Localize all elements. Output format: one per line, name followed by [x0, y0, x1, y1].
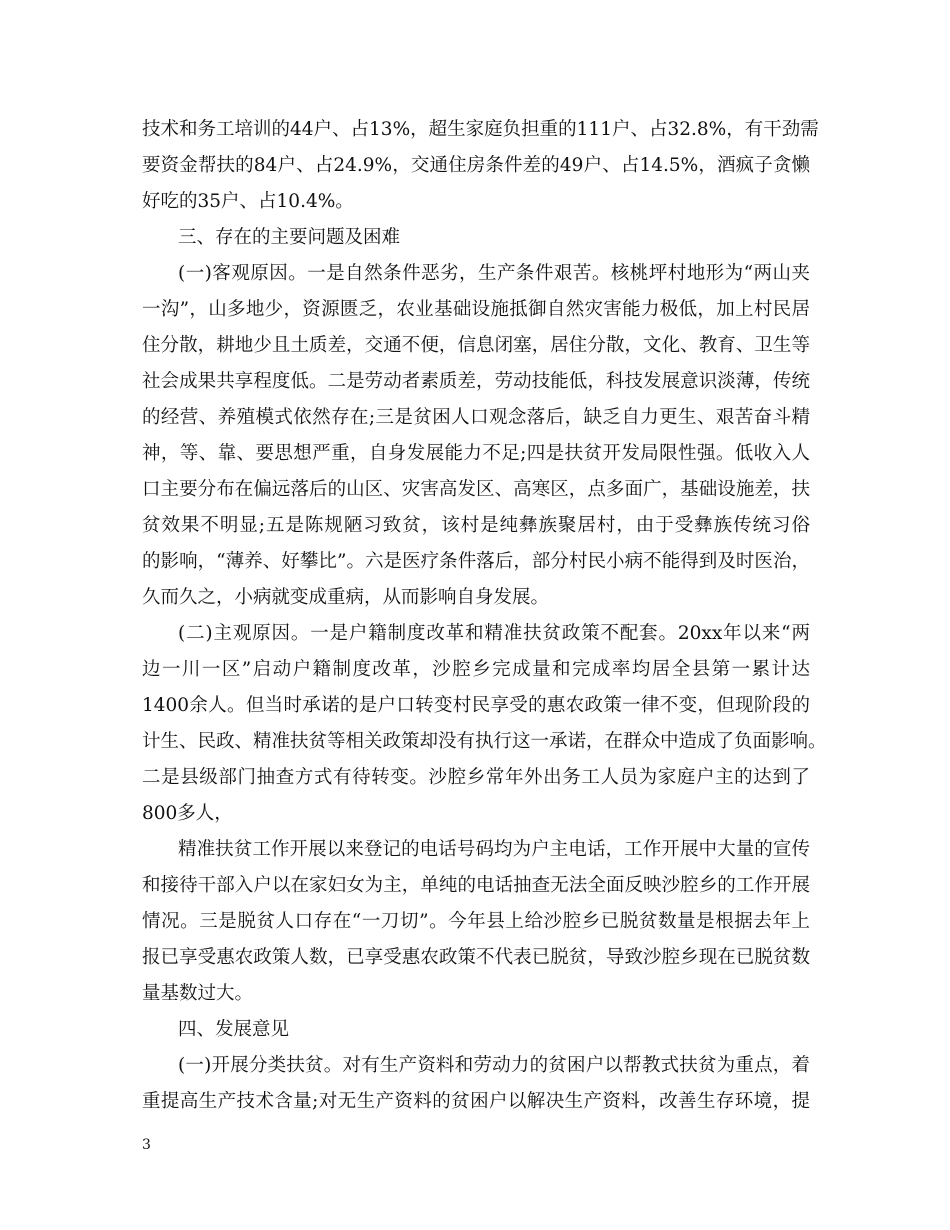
body-text-line: 的影响，“薄养、好攀比”。六是医疗条件落后，部分村民小病不能得到及时医治， [142, 551, 810, 572]
body-text-line: 住分散，耕地少且土质差，交通不便，信息闭塞，居住分散，文化、教育、卫生等 [142, 335, 810, 356]
body-text-line: 800多人， [142, 803, 233, 824]
body-text-line: 和接待干部入户以在家妇女为主，单纯的电话抽查无法全面反映沙腔乡的工作开展 [142, 875, 810, 896]
body-text-line: 重提高生产技术含量;对无生产资料的贫困户以解决生产资料，改善生存环境，提 [142, 1091, 810, 1112]
body-text-line: 社会成果共享程度低。二是劳动者素质差，劳动技能低，科技发展意识淡薄，传统 [142, 371, 810, 392]
body-text-line: 久而久之，小病就变成重病，从而影响自身发展。 [142, 587, 550, 608]
page-number: 3 [142, 1137, 151, 1153]
body-text-line: (二)主观原因。一是户籍制度改革和精准扶贫政策不配套。20xx年以来“两 [178, 623, 810, 644]
body-text-line: 神，等、靠、要思想严重，自身发展能力不足;四是扶贫开发局限性强。低收入人 [142, 443, 810, 464]
body-text-line: (一)客观原因。一是自然条件恶劣，生产条件艰苦。核桃坪村地形为“两山夹 [178, 263, 810, 284]
body-text-line: 边一川一区”启动户籍制度改革，沙腔乡完成量和完成率均居全县第一累计达 [142, 659, 810, 680]
body-text-line: (一)开展分类扶贫。对有生产资料和劳动力的贫困户以帮教式扶贫为重点，着 [178, 1055, 810, 1076]
body-text-line: 的经营、养殖模式依然存在;三是贫困人口观念落后，缺乏自力更生、艰苦奋斗精 [142, 407, 810, 428]
body-text-line: 口主要分布在偏远落后的山区、灾害高发区、高寒区，点多面广，基础设施差，扶 [142, 479, 810, 500]
body-text-line: 要资金帮扶的84户、占24.9%，交通住房条件差的49户、占14.5%，酒疯子贪懒 [142, 155, 810, 176]
section-heading: 四、发展意见 [178, 1019, 290, 1040]
body-text-line: 报已享受惠农政策人数，已享受惠农政策不代表已脱贫，导致沙腔乡现在已脱贫数 [142, 947, 810, 968]
body-text-line: 一沟”，山多地少，资源匮乏，农业基础设施抵御自然灾害能力极低，加上村民居 [142, 299, 810, 320]
body-text-line: 好吃的35户、占10.4%。 [142, 191, 354, 212]
body-text-line: 计生、民政、精准扶贫等相关政策却没有执行这一承诺，在群众中造成了负面影响。 [142, 731, 827, 752]
body-text-line: 情况。三是脱贫人口存在“一刀切”。今年县上给沙腔乡已脱贫数量是根据去年上 [142, 911, 810, 932]
body-text-line: 1400余人。但当时承诺的是户口转变村民享受的惠农政策一律不变，但现阶段的 [142, 695, 810, 716]
body-text-line: 贫效果不明显;五是陈规陋习致贫，该村是纯彝族聚居村，由于受彝族传统习俗 [142, 515, 810, 536]
body-text-line: 技术和务工培训的44户、占13%，超生家庭负担重的111户、占32.8%，有干劲需 [142, 119, 819, 140]
body-text-line: 二是县级部门抽查方式有待转变。沙腔乡常年外出务工人员为家庭户主的达到了 [142, 767, 810, 788]
body-text-line: 量基数过大。 [142, 983, 254, 1004]
section-heading: 三、存在的主要问题及困难 [178, 227, 401, 248]
body-text-line: 精准扶贫工作开展以来登记的电话号码均为户主电话，工作开展中大量的宣传 [178, 839, 810, 860]
